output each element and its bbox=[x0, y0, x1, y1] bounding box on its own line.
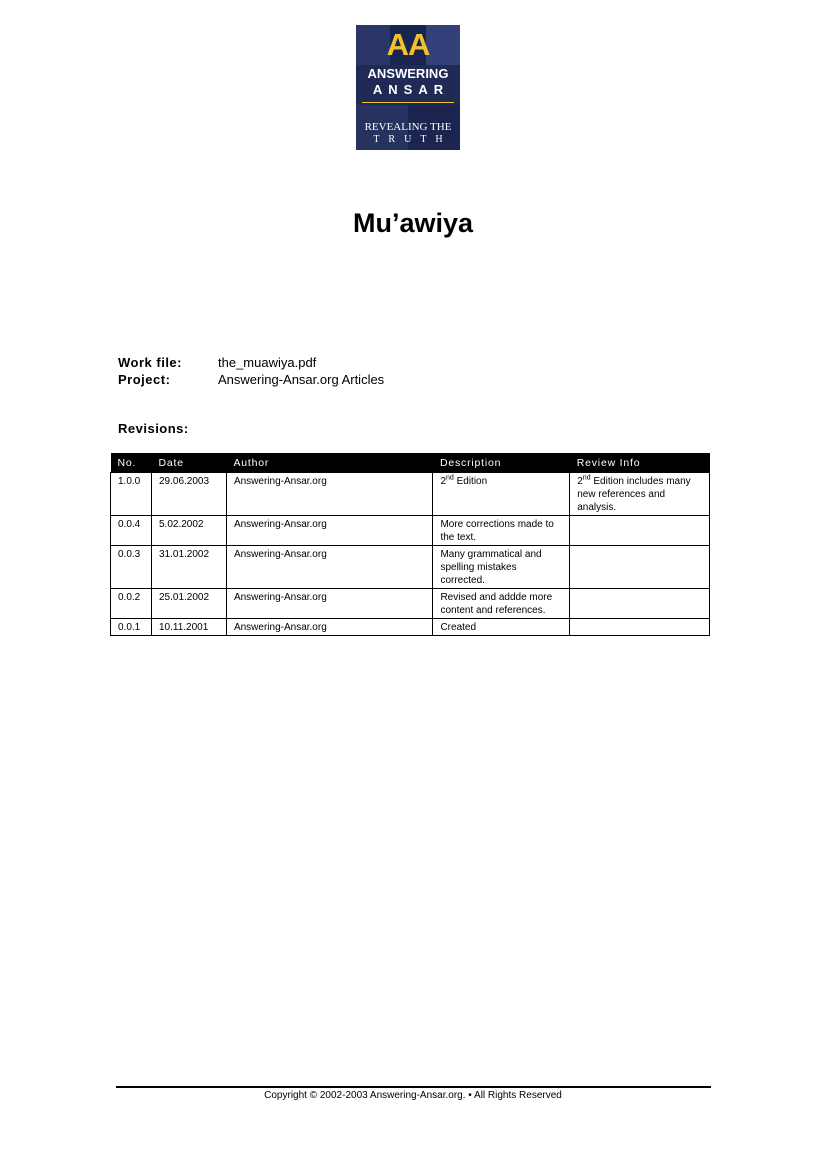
cell-review-info bbox=[570, 473, 710, 516]
logo-line-ansar: ANSAR bbox=[372, 82, 450, 97]
cell-author: Answering-Ansar.org bbox=[226, 473, 433, 516]
cell-description bbox=[433, 473, 570, 516]
header-date: Date bbox=[151, 453, 226, 473]
cell-no: 0.0.1 bbox=[111, 619, 152, 636]
cell-review-info bbox=[570, 619, 710, 636]
cell-date: 5.02.2002 bbox=[151, 516, 226, 546]
cell-author: Answering-Ansar.org bbox=[226, 589, 433, 619]
work-file-value: the_muawiya.pdf bbox=[218, 355, 317, 370]
logo-line-truth: TRUTH bbox=[373, 134, 452, 145]
cell-date: 31.01.2002 bbox=[151, 546, 226, 589]
header-review-info: Review Info bbox=[570, 453, 710, 473]
cell-description: Many grammatical and spelling mistakes corrected. bbox=[433, 546, 570, 589]
cell-review-info bbox=[570, 589, 710, 619]
project-value: Answering-Ansar.org Articles bbox=[218, 372, 385, 387]
cell-no: 0.0.4 bbox=[111, 516, 152, 546]
work-file-row bbox=[118, 355, 316, 371]
cell-author: Answering-Ansar.org bbox=[226, 546, 433, 589]
footer-copyright: Copyright © 2002-2003 Answering-Ansar.org. • All Rights Reserved bbox=[264, 1090, 562, 1101]
cell-description-sup: nd bbox=[446, 474, 454, 482]
cell-description-num: 2 bbox=[440, 476, 447, 487]
table-row bbox=[111, 619, 710, 636]
work-file-label: Work file: bbox=[118, 355, 182, 370]
logo-divider bbox=[362, 102, 454, 103]
cell-review-sup: nd bbox=[582, 474, 591, 482]
table-header-row bbox=[111, 453, 710, 473]
revisions-heading: Revisions: bbox=[118, 421, 189, 436]
cell-review-text: Edition includes many new references and analysis. bbox=[577, 476, 691, 513]
cell-date: 25.01.2002 bbox=[151, 589, 226, 619]
cell-no: 0.0.3 bbox=[111, 546, 152, 589]
logo-line-revealing: REVEALING THE bbox=[364, 121, 452, 133]
header-no: No. bbox=[111, 453, 152, 473]
project-label: Project: bbox=[118, 372, 171, 387]
header-description: Description bbox=[433, 453, 570, 473]
logo-line-answering: ANSWERING bbox=[367, 66, 449, 81]
logo bbox=[356, 25, 460, 150]
cell-date: 10.11.2001 bbox=[151, 619, 226, 636]
cell-review-info bbox=[570, 546, 710, 589]
cell-date: 29.06.2003 bbox=[151, 473, 226, 516]
cell-review-num: 2 bbox=[577, 476, 583, 487]
header-author: Author bbox=[226, 453, 433, 473]
logo-monogram: AA bbox=[386, 27, 430, 62]
cell-author: Answering-Ansar.org bbox=[226, 619, 433, 636]
cell-description: More corrections made to the text. bbox=[433, 516, 570, 546]
cell-no: 1.0.0 bbox=[111, 473, 152, 516]
cell-no: 0.0.2 bbox=[111, 589, 152, 619]
project-row bbox=[118, 372, 384, 388]
footer-divider bbox=[116, 1086, 711, 1088]
cell-description-text: Edition bbox=[453, 476, 488, 487]
table-row bbox=[111, 589, 710, 619]
revisions-table bbox=[110, 453, 710, 636]
cell-review-info bbox=[570, 516, 710, 546]
cell-description: Revised and addde more content and references. bbox=[433, 589, 570, 619]
document-title: Mu’awiya bbox=[352, 208, 474, 238]
table-row bbox=[111, 546, 710, 589]
table-row bbox=[111, 473, 710, 516]
table-row bbox=[111, 516, 710, 546]
cell-description: Created bbox=[433, 619, 570, 636]
cell-author: Answering-Ansar.org bbox=[226, 516, 433, 546]
